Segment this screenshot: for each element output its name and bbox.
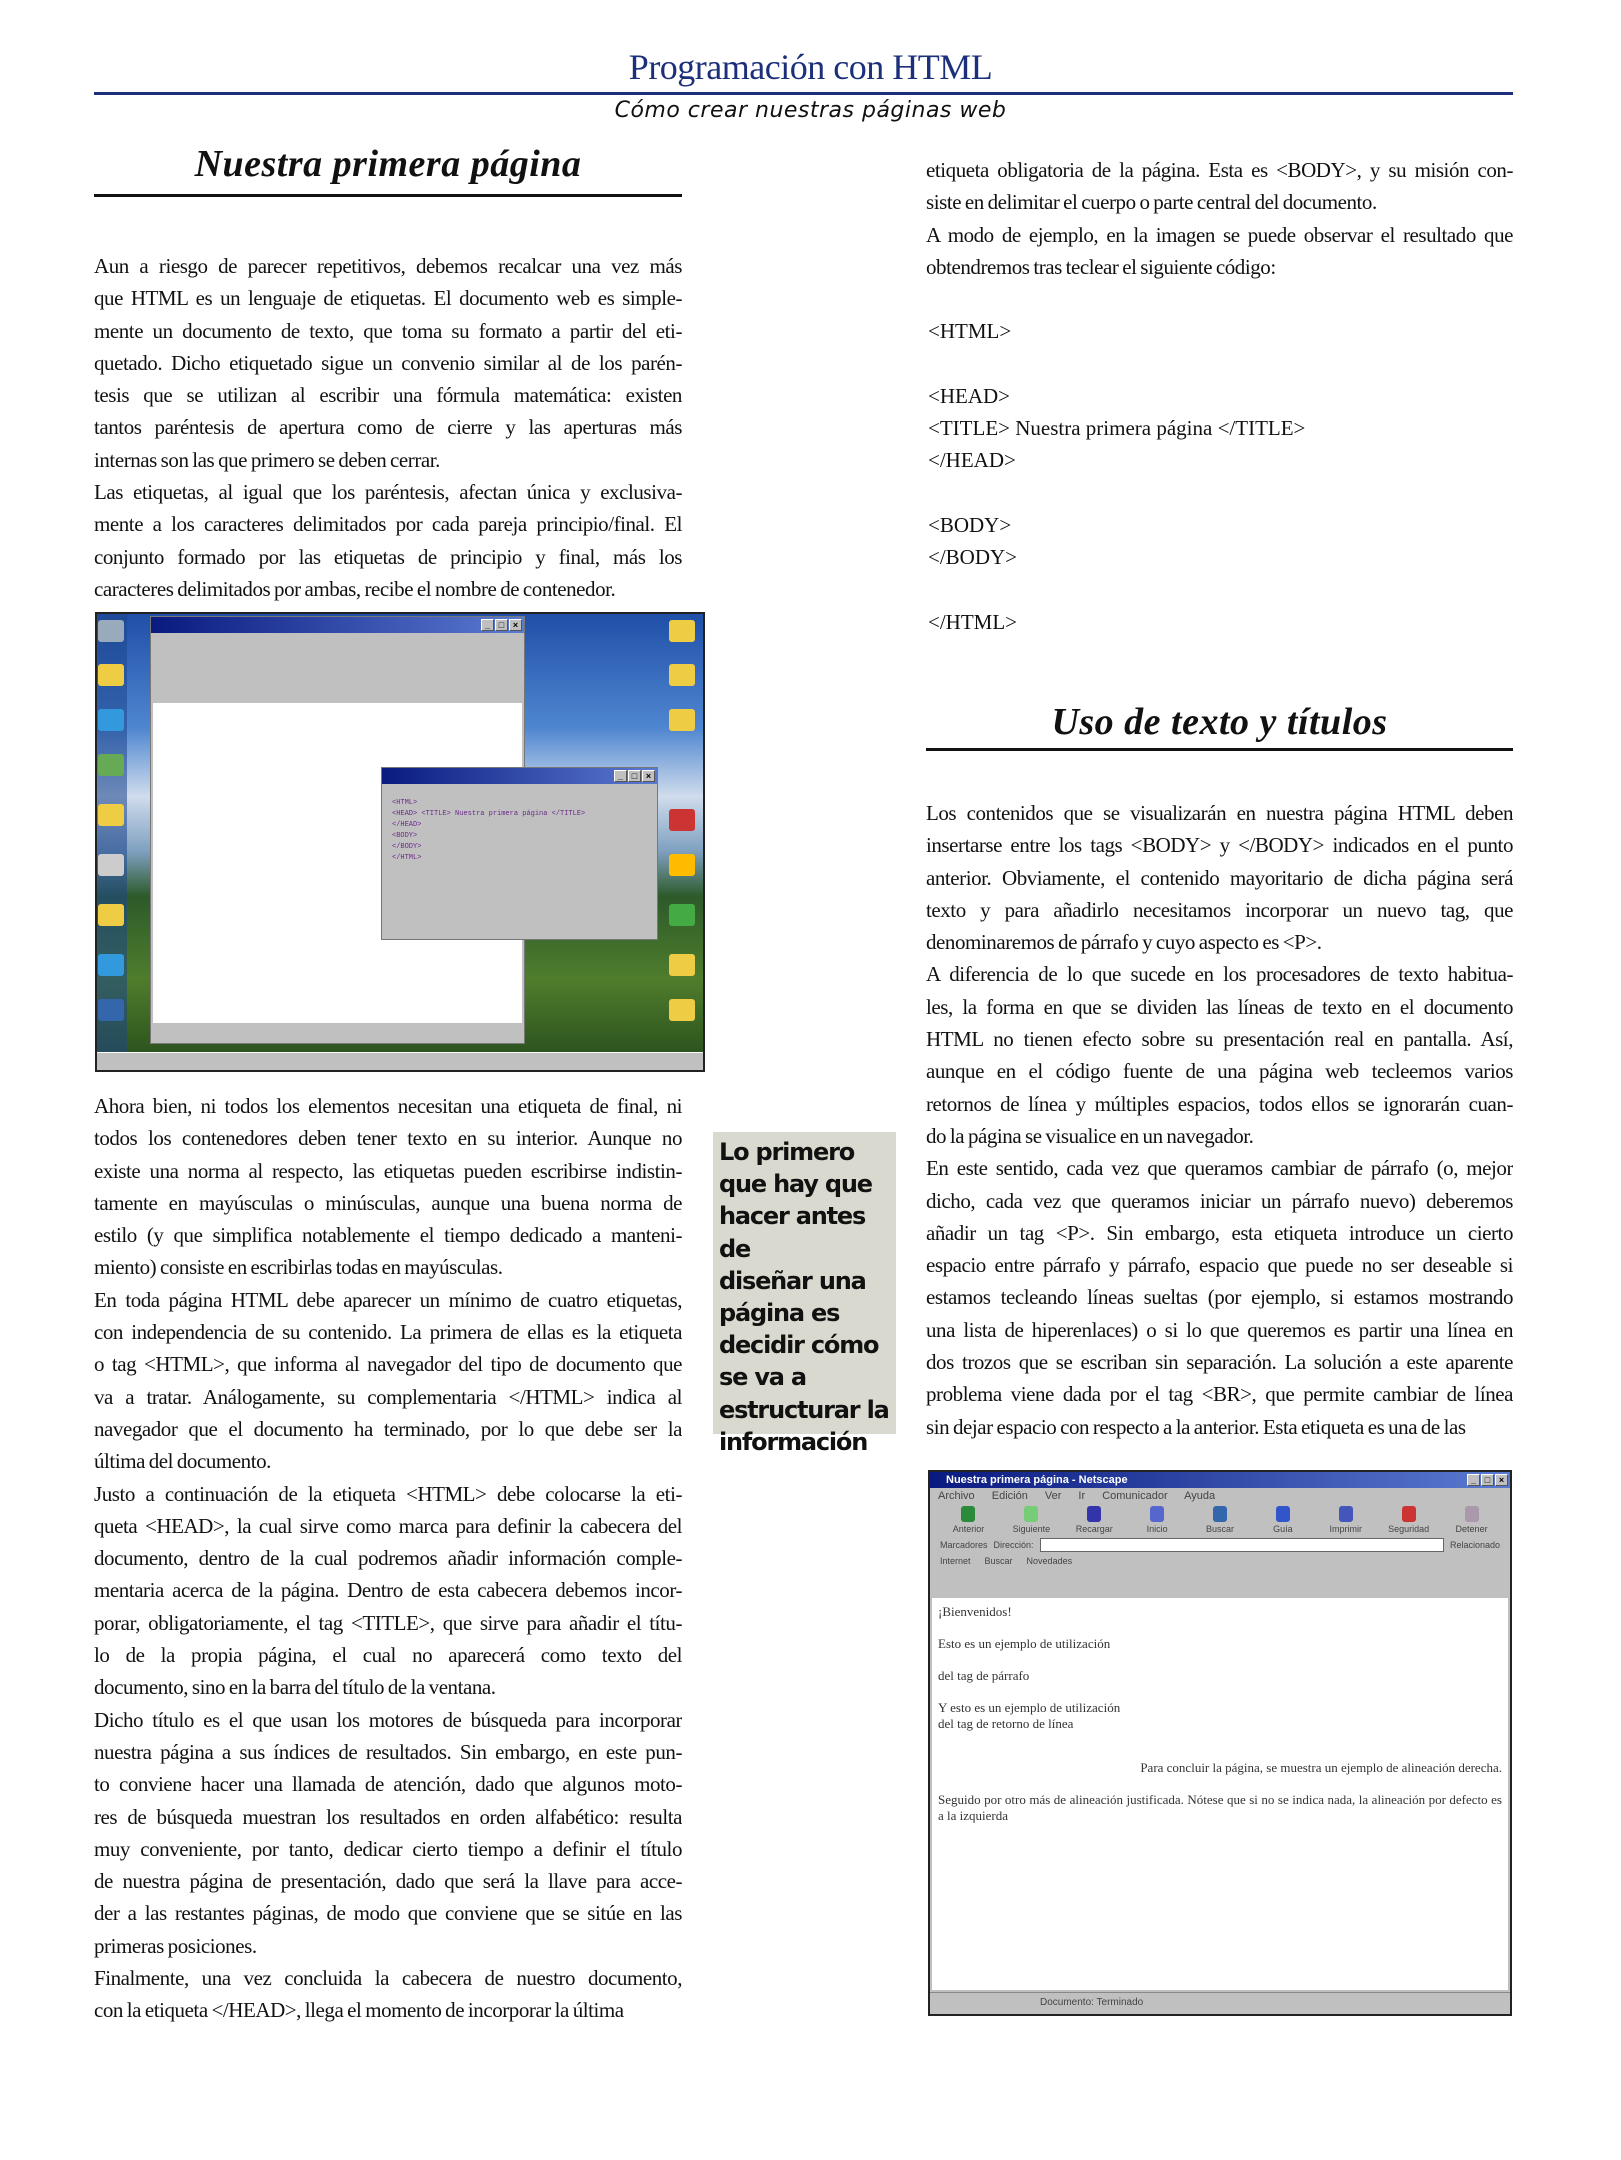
netscape-title-bar — [930, 1472, 1510, 1488]
quote-line: página es — [719, 1299, 840, 1328]
toolbar-button[interactable] — [1317, 1506, 1374, 1534]
desktop-icon — [652, 809, 705, 831]
desktop-icon — [652, 854, 705, 876]
notepad-line: <HEAD> <TITLE> Nuestra primera página </TITLE> — [392, 810, 586, 818]
code-line: </HEAD> — [928, 448, 1016, 473]
text-line: mente a los caracteres delimitados por cada pareja principio/final. El — [94, 512, 682, 537]
text-line: nuestra página a sus índices de resultados. Sin embargo, en este pun- — [94, 1739, 682, 1764]
location-label: Dirección: — [993, 1540, 1034, 1550]
quote-line: se va a — [719, 1363, 806, 1392]
text-line: aunque en el código fuente de una página web tecleemos varios — [926, 1059, 1513, 1084]
text-line: documento, dentro de la cual podremos añadir información comple- — [94, 1546, 682, 1571]
related-button[interactable]: Relacionado — [1449, 1540, 1500, 1550]
text-line: tamente en mayúsculas o minúsculas, aunque una buena norma de — [94, 1190, 682, 1215]
running-header-title: Programación con HTML — [628, 47, 993, 87]
toolbar-button[interactable] — [1192, 1506, 1249, 1534]
text-line: Dicho título es el que usan los motores de búsqueda para incorporar — [94, 1707, 682, 1732]
text-line: va a tratar. Análogamente, su complementaria </HTML> indica al — [94, 1384, 682, 1409]
text-line: internas son las que primero se deben cerrar. — [94, 447, 440, 472]
text-line: de nuestra página de presentación, dado que será la llave para acce- — [94, 1869, 682, 1894]
toolbar-button[interactable] — [1066, 1506, 1123, 1534]
desktop-icon — [95, 664, 141, 686]
code-line: </BODY> — [928, 545, 1018, 570]
toolbar-icon — [961, 1506, 975, 1522]
toolbar-button[interactable] — [1003, 1506, 1060, 1534]
content-paragraph: Esto es un ejemplo de utilización — [938, 1636, 1111, 1651]
text-line: mentaria acerca de la página. Dentro de esta cabecera debemos incor- — [94, 1578, 682, 1603]
quote-line: diseñar una — [719, 1266, 866, 1295]
desktop-icon — [652, 904, 705, 926]
text-line: o tag <HTML>, que informa al navegador del tipo de documento que — [94, 1352, 682, 1377]
text-line: que HTML es un lenguaje de etiquetas. El documento web es simple- — [94, 286, 682, 311]
code-line — [928, 573, 1515, 605]
code-line — [928, 476, 1515, 508]
text-line: dicho, cada vez que queramos iniciar un párrafo nuevo) deberemos — [926, 1188, 1513, 1213]
section-heading-primera-pagina: Nuestra primera página — [194, 143, 582, 185]
notepad-code — [382, 784, 657, 878]
taskbar — [97, 1052, 703, 1070]
pull-quote — [713, 1132, 896, 1456]
text-line: Las etiquetas, al igual que los paréntesis, afectan única y exclusiva- — [94, 480, 682, 505]
paragraph — [926, 219, 1513, 284]
desktop-icon — [652, 620, 705, 642]
text-line: miento) consiste en escribirlas todas en mayúsculas. — [94, 1255, 503, 1280]
toolbar-button[interactable] — [1380, 1506, 1437, 1534]
paragraph — [94, 1090, 682, 1284]
text-line: problema viene dada por el tag <BR>, que permite cambiar de línea — [926, 1382, 1513, 1407]
toolbar-icon — [1150, 1506, 1164, 1522]
content-justified: Seguido por otro más de alineación justificada. Nótese que si no se indica nada, la alineación por defecto es a la izquierda — [938, 1792, 1502, 1823]
toolbar-label: Siguiente — [1012, 1524, 1051, 1534]
text-line: tesis que se utilizan al escribir una fórmula matemática: existen — [94, 383, 682, 408]
text-line: queta <HEAD>, la cual sirve como marca para definir la cabecera del — [94, 1513, 682, 1538]
text-line: todos los contenedores deben tener texto en su interior. Aunque no — [94, 1126, 682, 1151]
content-line: Y esto es un ejemplo de utilización — [938, 1700, 1121, 1715]
code-line: <HEAD> — [928, 383, 1011, 408]
notepad-line: <BODY> — [392, 832, 418, 840]
notepad-line: </BODY> — [392, 843, 422, 851]
text-line: tantos paréntesis de apertura como de cierre y las aperturas más — [94, 415, 682, 440]
text-line: En toda página HTML debe aparecer un mínimo de cuatro etiquetas, — [94, 1287, 682, 1312]
text-line: muy conveniente, por tanto, dedicar cierto tiempo a definir el título — [94, 1836, 682, 1861]
text-line: insertarse entre los tags <BODY> y </BODY> indicados en el punto — [926, 833, 1513, 858]
desktop-icon — [95, 709, 141, 731]
text-line: der a las restantes páginas, de modo que conviene que se sitúe en las — [94, 1901, 682, 1926]
code-sample — [928, 315, 1515, 638]
toolbar-icon — [1087, 1506, 1101, 1522]
notepad-title-bar: _ □ × — [382, 768, 657, 784]
personal-link[interactable]: Novedades — [1026, 1556, 1073, 1566]
desktop-icon — [95, 954, 141, 976]
code-line: </HTML> — [928, 609, 1018, 634]
quote-line: hacer antes de — [719, 1202, 866, 1263]
navigation-toolbar — [930, 1504, 1510, 1536]
text-line: anterior. Obviamente, el contenido mayoritario de dicha página será — [926, 865, 1513, 890]
heading-rule — [926, 748, 1513, 751]
quote-line: que hay que — [719, 1170, 872, 1199]
left-body-bottom — [94, 1090, 682, 2027]
text-line: siste en delimitar el cuerpo o parte central del documento. — [926, 190, 1377, 215]
content-line: del tag de retorno de línea — [938, 1716, 1074, 1731]
quote-line: Lo primero — [719, 1138, 854, 1166]
text-line: documento, sino en la barra del título de la ventana. — [94, 1675, 496, 1700]
text-line: sin dejar espacio con respecto a la anterior. Esta etiqueta es una de las — [926, 1414, 1466, 1439]
text-line: Justo a continuación de la etiqueta <HTML> debe colocarse la eti- — [94, 1481, 682, 1506]
text-line: obtendremos tras teclear el siguiente código: — [926, 254, 1276, 279]
text-line: primeras posiciones. — [94, 1933, 257, 1958]
toolbar-icon — [1024, 1506, 1038, 1522]
paragraph — [94, 1962, 682, 2027]
browser-toolbar — [151, 633, 524, 701]
right-body-bottom — [926, 797, 1513, 1443]
text-line: A modo de ejemplo, en la imagen se puede observar el resultado que — [926, 222, 1513, 247]
desktop-icon — [95, 854, 141, 876]
desktop-icon — [652, 709, 705, 731]
text-line: res de búsqueda muestran los resultados en orden alfabético: resulta — [94, 1804, 682, 1829]
desktop-icon — [95, 754, 141, 776]
toolbar-label: Seguridad — [1388, 1524, 1430, 1534]
text-line: to conviene hacer una llamada de atención, dado que algunos moto- — [94, 1772, 682, 1797]
header-rule — [94, 92, 1513, 95]
paragraph — [926, 1152, 1513, 1443]
text-line: espacio entre párrafo y párrafo, espacio que puede no ser deseable si — [926, 1253, 1513, 1278]
paragraph — [94, 476, 682, 605]
toolbar-button[interactable] — [1254, 1506, 1311, 1534]
toolbar-label: Detener — [1455, 1524, 1488, 1534]
text-line: lo de la propia página, el cual no aparecerá como texto del — [94, 1643, 682, 1668]
left-body-top — [94, 250, 682, 605]
paragraph — [94, 1284, 682, 1478]
text-line: última del documento. — [94, 1449, 271, 1474]
personal-link[interactable]: Buscar — [984, 1556, 1013, 1566]
quote-line: estructurar la — [719, 1395, 889, 1424]
desktop-icon — [95, 620, 141, 642]
toolbar-button[interactable] — [1443, 1506, 1500, 1534]
desktop-icon — [95, 804, 141, 826]
text-line: estilo (y que simplifica notablemente el tiempo dedicado a manteni- — [94, 1223, 682, 1248]
status-bar: Documento: Terminado — [930, 1992, 1510, 2014]
toolbar-button[interactable] — [940, 1506, 997, 1534]
desktop-icon — [95, 999, 141, 1021]
toolbar-label: Recargar — [1075, 1524, 1113, 1534]
toolbar-label: Inicio — [1146, 1524, 1168, 1534]
content-right-aligned: Para concluir la página, se muestra un ejemplo de alineación derecha. — [1140, 1760, 1502, 1775]
toolbar-icon — [1276, 1506, 1290, 1522]
section-heading-uso-texto: Uso de texto y títulos — [1051, 701, 1388, 743]
code-line: <HTML> — [928, 319, 1012, 343]
code-line: <TITLE> Nuestra primera página </TITLE> — [928, 415, 1306, 440]
text-line: dos trozos que se escriban sin separación. La solución a este aparente — [926, 1350, 1513, 1375]
text-line: etiqueta obligatoria de la página. Esta es <BODY>, y su misión con- — [926, 158, 1513, 182]
paragraph — [926, 797, 1513, 958]
browser-title-bar: _ □ × — [151, 617, 524, 633]
toolbar-label: Buscar — [1206, 1524, 1235, 1534]
text-line: HTML no tienen efecto sobre su presentación real en pantalla. Así, — [926, 1027, 1513, 1052]
paragraph — [926, 154, 1513, 219]
toolbar-icon — [1465, 1506, 1479, 1522]
notepad-line: </HTML> — [392, 854, 422, 862]
text-line: Finalmente, una vez concluida la cabecera de nuestro documento, — [94, 1966, 682, 1991]
code-line — [928, 347, 1515, 379]
text-line: estamos tecleando líneas sueltas (por ejemplo, si estamos mostrando — [926, 1285, 1513, 1310]
toolbar-label: Imprimir — [1329, 1524, 1363, 1534]
toolbar-icon — [1402, 1506, 1416, 1522]
desktop-icon — [95, 904, 141, 926]
paragraph — [94, 250, 682, 476]
location-bar — [930, 1536, 1510, 1554]
bookmarks-button[interactable]: Marcadores — [940, 1540, 988, 1550]
text-line: retornos de línea y múltiples espacios, todos ellos se ignorarán cuan- — [926, 1091, 1513, 1116]
text-line: mente un documento de texto, que toma su formato a partir del eti- — [94, 318, 682, 343]
maximize-button[interactable]: □ — [1481, 1474, 1494, 1486]
content-welcome: ¡Bienvenidos! — [938, 1604, 1012, 1619]
text-line: conjunto formado por las etiquetas de principio y final, más los — [94, 544, 682, 569]
menu-bar[interactable]: Archivo Edición Ver Ir Comunicador Ayuda — [938, 1490, 1216, 1502]
paragraph — [94, 1478, 682, 1704]
code-line: <BODY> — [928, 512, 1012, 537]
text-line: A diferencia de lo que sucede en los procesadores de texto habitua- — [926, 962, 1513, 987]
screenshot-desktop-editor — [95, 612, 705, 1072]
text-line: quetado. Dicho etiquetado sigue un convenio similar al de los parén- — [94, 350, 682, 375]
text-line: añadir un tag <P>. Sin embargo, esta etiqueta introduce un cierto — [926, 1220, 1513, 1245]
toolbar-icon — [1339, 1506, 1353, 1522]
text-line: con la etiqueta </HEAD>, llega el momento de incorporar la última — [94, 1998, 624, 2023]
text-line: una lista de hiperenlaces) o si lo que queremos es partir una línea en — [926, 1317, 1513, 1342]
text-line: En este sentido, cada vez que queramos cambiar de párrafo (o, mejor — [926, 1156, 1513, 1181]
text-line: navegador que el documento ha terminado, por lo que debe ser la — [94, 1416, 682, 1441]
text-line: existe una norma al respecto, las etiquetas pueden escribirse indistin- — [94, 1158, 682, 1183]
notepad-line: </HEAD> — [392, 821, 422, 829]
quote-line: decidir cómo — [719, 1331, 879, 1360]
desktop-icon — [652, 954, 705, 976]
text-line: Ahora bien, ni todos los elementos necesitan una etiqueta de final, ni — [94, 1094, 682, 1118]
desktop-icon — [652, 999, 705, 1021]
screenshot-netscape — [928, 1470, 1512, 2016]
text-line: porar, obligatoriamente, el tag <TITLE>, que sirve para añadir el títu- — [94, 1610, 682, 1635]
browser-content — [932, 1598, 1508, 1990]
personal-toolbar — [930, 1554, 1510, 1568]
text-line: les, la forma en que se dividen las líneas de texto en el documento — [926, 994, 1513, 1019]
toolbar-button[interactable] — [1129, 1506, 1186, 1534]
text-line: Los contenidos que se visualizarán en nuestra página HTML deben — [926, 801, 1513, 825]
toolbar-label: Anterior — [952, 1524, 985, 1534]
text-line: caracteres delimitados por ambas, recibe el nombre de contenedor. — [94, 576, 616, 601]
close-button[interactable]: × — [1495, 1474, 1508, 1486]
notepad-window — [381, 767, 658, 940]
text-line: con independencia de su contenido. La primera de ellas es la etiqueta — [94, 1320, 682, 1345]
toolbar-label: Guía — [1273, 1524, 1293, 1534]
minimize-button[interactable]: _ — [1467, 1474, 1480, 1486]
quote-line: información — [719, 1427, 868, 1456]
right-body-top — [926, 154, 1513, 283]
running-header-subtitle: Cómo crear nuestras páginas web — [614, 98, 1007, 123]
url-input[interactable] — [1040, 1538, 1444, 1552]
text-line: do la página se visualice en un navegador. — [926, 1123, 1254, 1148]
personal-link[interactable]: Internet — [940, 1556, 971, 1566]
toolbar-icon — [1213, 1506, 1227, 1522]
notepad-line: <HTML> — [392, 799, 418, 807]
content-paragraph: del tag de párrafo — [938, 1668, 1030, 1683]
text-line: texto y para añadirlo necesitamos incorporar un nuevo tag, que — [926, 897, 1513, 922]
window-title: Nuestra primera página - Netscape — [946, 1474, 1128, 1486]
heading-rule — [94, 194, 682, 197]
text-line: denominaremos de párrafo y cuyo aspecto es <P>. — [926, 930, 1322, 955]
text-line: Aun a riesgo de parecer repetitivos, debemos recalcar una vez más — [94, 254, 682, 278]
desktop-icon — [652, 664, 705, 686]
paragraph — [94, 1704, 682, 1962]
paragraph — [926, 958, 1513, 1152]
